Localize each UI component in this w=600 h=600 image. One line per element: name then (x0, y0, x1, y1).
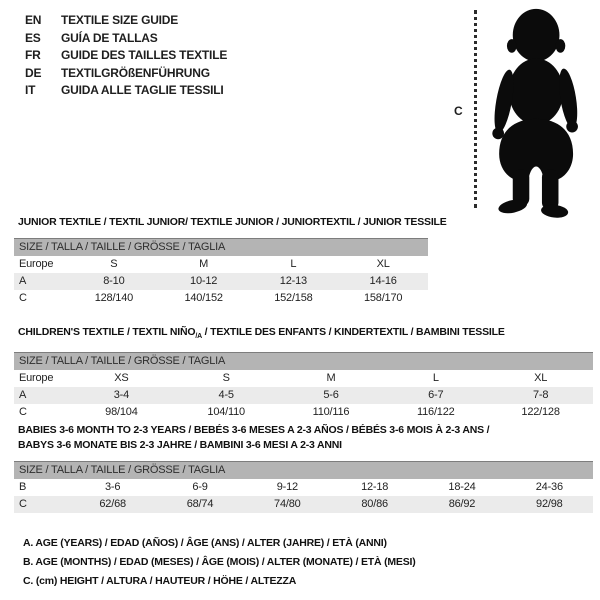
size-cell: 92/98 (536, 498, 563, 510)
size-cell: 6-7 (428, 389, 444, 402)
table-title (18, 215, 447, 230)
size-cell: 74/80 (274, 498, 301, 510)
language-label: GUIDA ALLE TAGLIE TESSILI (61, 83, 224, 97)
size-table-section (14, 423, 593, 513)
legend-line: B. AGE (MONTHS) / EDAD (MESES) / ÂGE (MOIS) / ALTER (MONATE) / ETÀ (MESI) (23, 556, 416, 568)
size-cell: 80/86 (361, 498, 388, 510)
table-title-text: / TEXTILE DES ENFANTS / KINDERTEXTIL / BAMBINI TESSILE (201, 326, 505, 338)
size-table-header-row (14, 239, 428, 256)
table-title-line (18, 438, 593, 453)
language-label: GUÍA DE TALLAS (61, 30, 158, 45)
table-title-line (18, 423, 593, 438)
language-code: DE (25, 65, 42, 80)
table-title-text: CHILDREN'S TEXTILE / TEXTIL NIÑO (18, 326, 196, 338)
size-cell: 12-13 (279, 275, 307, 287)
table-row (14, 479, 593, 496)
size-cell: 152/158 (274, 292, 313, 304)
language-row (25, 82, 227, 100)
size-cell: 98/104 (105, 406, 138, 419)
size-table (14, 461, 593, 513)
table-row (14, 290, 428, 307)
language-row (25, 65, 227, 83)
table-title-line (18, 325, 593, 344)
size-cell: 3-6 (105, 481, 121, 493)
row-label-cell: Europe (19, 372, 54, 385)
table-title (18, 423, 593, 453)
table-title-text: BABIES 3-6 MONTH TO 2-3 YEARS / BEBÉS 3-6 MESES A 2-3 AÑOS / BÉBÉS 3-6 MOIS À 2-3 ANS / (18, 424, 490, 436)
row-label-cell: A (19, 389, 27, 402)
size-table-header-row (14, 462, 593, 479)
size-cell: L (290, 258, 297, 270)
height-dotted-line (474, 10, 477, 208)
size-cell: L (432, 372, 439, 385)
size-table-header: SIZE / TALLA / TAILLE / GRÖSSE / TAGLIA (14, 239, 428, 256)
size-cell: 158/170 (363, 292, 403, 304)
row-label-cell: C (19, 406, 27, 419)
language-label: TEXTILE SIZE GUIDE (61, 13, 179, 27)
table-title (18, 325, 593, 344)
table-row (14, 496, 593, 513)
size-cell: 140/152 (184, 292, 223, 304)
table-row (14, 387, 593, 404)
size-table-section (14, 215, 447, 307)
size-cell: S (222, 372, 230, 385)
size-table-section (14, 325, 593, 421)
language-label: GUIDE DES TAILLES TEXTILE (61, 48, 228, 62)
language-row (25, 47, 227, 65)
size-cell: XS (114, 372, 129, 385)
size-cell: 24-36 (535, 481, 563, 493)
table-title-text: BABYS 3-6 MONATE BIS 2-3 JAHRE / BAMBINI 3-6 MESI A 2-3 ANNI (18, 439, 342, 451)
size-cell: 5-6 (323, 389, 339, 402)
size-cell: 14-16 (369, 275, 397, 287)
size-cell: 122/128 (521, 406, 560, 419)
language-code: EN (25, 13, 42, 27)
size-cell: M (326, 372, 336, 385)
row-label-cell: C (19, 292, 27, 304)
row-label-cell: A (19, 275, 27, 287)
baby-silhouette (486, 6, 594, 220)
language-label: TEXTILGRÖßENFÜHRUNG (61, 65, 210, 80)
legend (23, 534, 416, 591)
size-table (14, 238, 428, 307)
size-cell: 6-9 (192, 481, 208, 493)
size-cell: 9-12 (276, 481, 298, 493)
size-table-header-row (14, 353, 593, 370)
language-code: FR (25, 48, 41, 62)
legend-line: A. AGE (YEARS) / EDAD (AÑOS) / ÂGE (ANS) / ALTER (JAHRE) / ETÀ (ANNI) (23, 537, 387, 549)
size-cell: 110/116 (312, 406, 350, 419)
size-cell: 10-12 (190, 275, 218, 287)
size-cell: 116/122 (417, 406, 455, 419)
size-cell: XL (376, 258, 390, 270)
size-cell: 62/68 (99, 498, 126, 510)
height-label-c: C (454, 104, 463, 118)
language-list (25, 12, 227, 100)
legend-line: C. (cm) HEIGHT / ALTURA / HAUTEUR / HÖHE / ALTEZZA (23, 575, 297, 587)
size-cell: 86/92 (448, 498, 476, 510)
size-cell: 104/110 (207, 406, 245, 419)
size-cell: 68/74 (186, 498, 214, 510)
size-cell: 3-4 (113, 389, 130, 402)
language-code: ES (25, 30, 41, 45)
language-row (25, 12, 227, 30)
size-cell: XL (534, 372, 548, 385)
language-code: IT (25, 83, 36, 97)
table-row (14, 404, 593, 421)
table-row (14, 256, 428, 273)
table-title-line (18, 215, 447, 230)
table-row (14, 370, 593, 387)
size-cell: 7-8 (532, 389, 549, 402)
language-row (25, 30, 227, 48)
size-table-header: SIZE / TALLA / TAILLE / GRÖSSE / TAGLIA (14, 462, 593, 479)
size-table (14, 352, 593, 421)
size-cell: 18-24 (448, 481, 476, 493)
row-label-cell: Europe (19, 258, 54, 270)
table-row (14, 273, 428, 290)
size-cell: 8-10 (103, 275, 125, 287)
table-title-text: JUNIOR TEXTILE / TEXTIL JUNIOR/ TEXTILE JUNIOR / JUNIORTEXTIL / JUNIOR TESSILE (18, 216, 447, 228)
size-cell: 12-18 (361, 481, 389, 493)
size-table-header: SIZE / TALLA / TAILLE / GRÖSSE / TAGLIA (14, 353, 593, 370)
table-title-text: /A (195, 333, 202, 341)
row-label-cell: B (19, 481, 27, 493)
size-cell: M (199, 258, 209, 270)
baby-figure (440, 0, 600, 230)
size-cell: 128/140 (94, 292, 134, 304)
size-cell: 4-5 (218, 389, 234, 402)
row-label-cell: C (19, 498, 27, 510)
size-cell: S (110, 258, 118, 270)
